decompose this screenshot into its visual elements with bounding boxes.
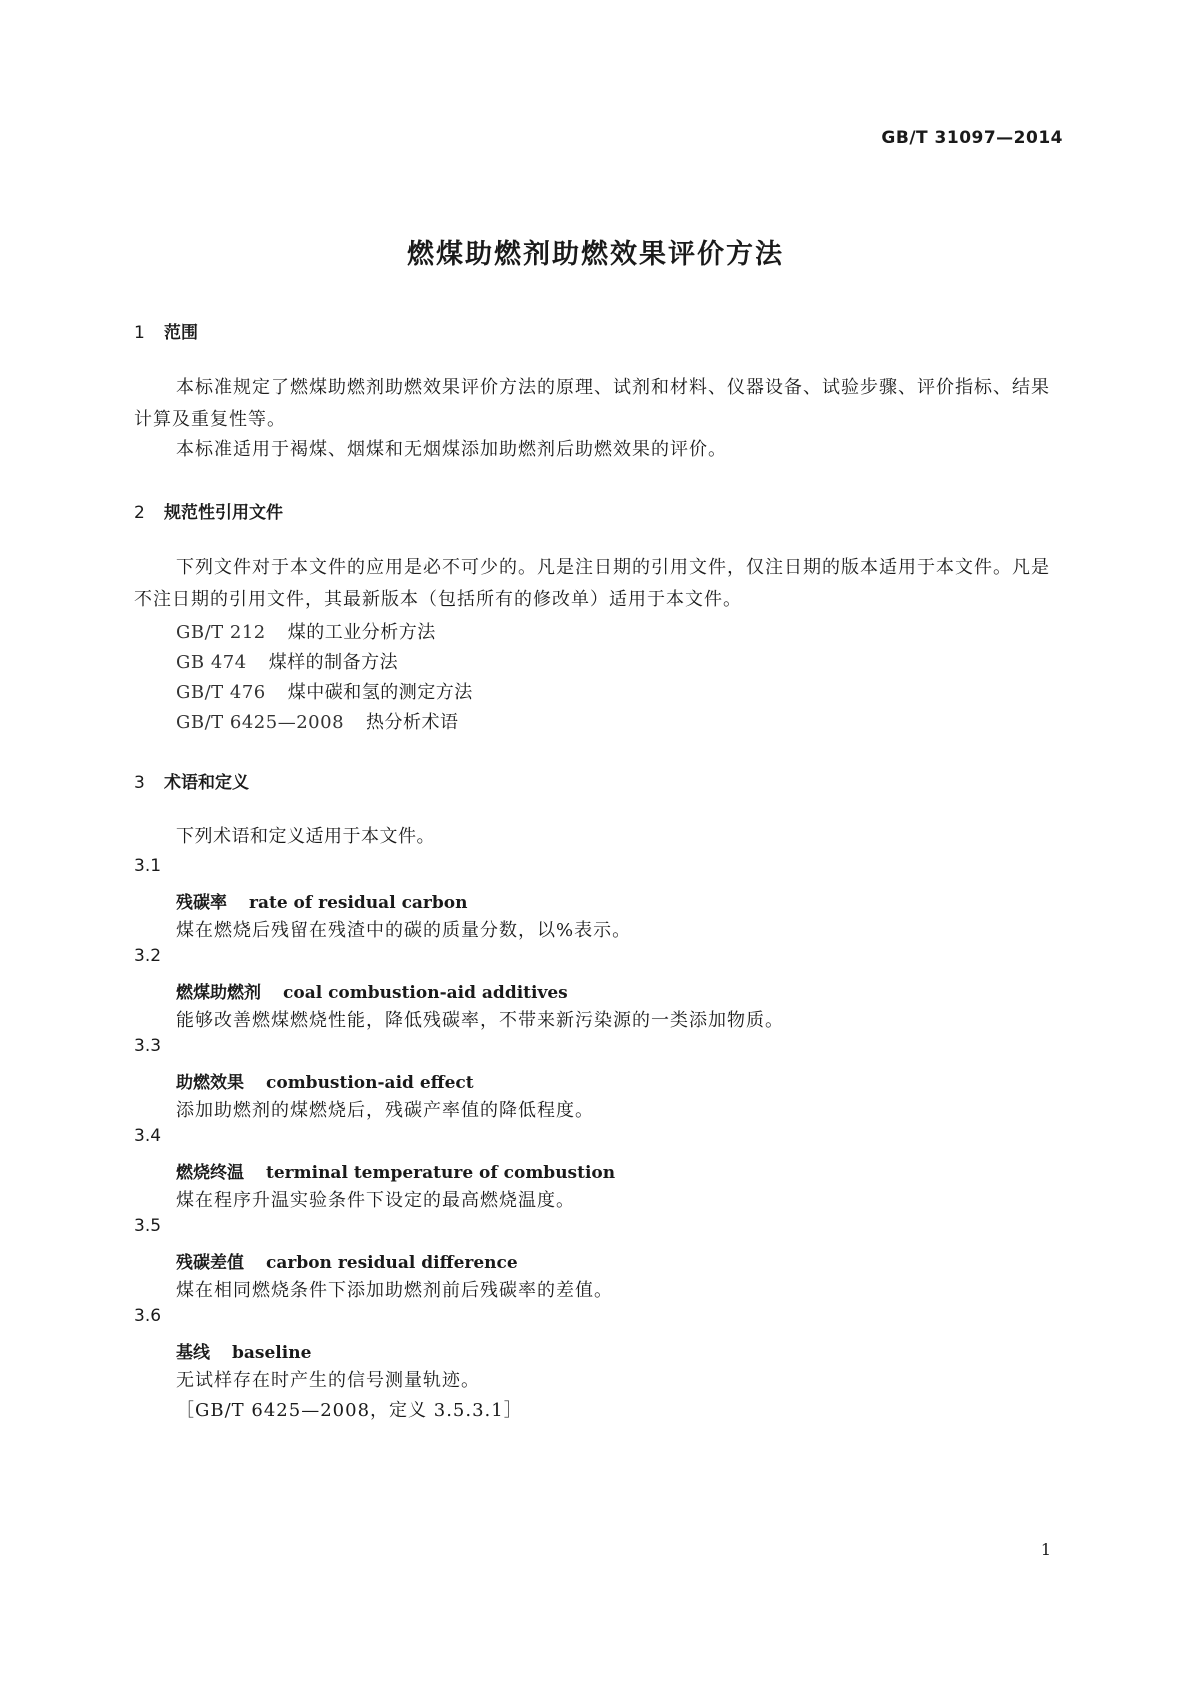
term-heading [176,1068,474,1093]
term-definition: 能够改善燃煤燃烧性能，降低残碳率，不带来新污染源的一类添加物质。 [176,1010,784,1031]
reference-name: 煤的工业分析方法 [287,622,436,643]
term-zh: 燃烧终温 [176,1163,244,1183]
term-number: 3.5 [134,1216,162,1236]
section-title: 范围 [164,323,198,343]
normative-reference [176,618,436,644]
section-2-paragraph-1: 下列文件对于本文件的应用是必不可少的。凡是注日期的引用文件，仅注日期的版本适用于本文件。凡是不注日期的引用文件，其最新版本（包括所有的修改单）适用于本文件。 [134,557,1050,610]
term-definition: 添加助燃剂的煤燃烧后，残碳产率值的降低程度。 [176,1100,594,1121]
normative-reference [176,708,459,734]
section-number: 2 [134,503,145,523]
reference-name: 煤中碳和氢的测定方法 [287,682,473,703]
section-3-intro: 下列术语和定义适用于本文件。 [176,826,435,847]
reference-name: 热分析术语 [366,712,459,733]
term-heading [176,978,568,1003]
term-heading [176,1248,518,1273]
term-zh: 残碳率 [176,893,227,913]
term-number: 3.3 [134,1036,162,1056]
section-1-paragraph-2: 本标准适用于褐煤、烟煤和无烟煤添加助燃剂后助燃效果的评价。 [176,439,727,460]
reference-name: 煤样的制备方法 [268,652,399,673]
term-number: 3.6 [134,1306,162,1326]
term-zh: 残碳差值 [176,1253,244,1273]
term-zh: 燃煤助燃剂 [176,983,261,1003]
term-number: 3.4 [134,1126,162,1146]
term-number: 3.2 [134,946,162,966]
term-en: baseline [232,1343,312,1363]
term-en: carbon residual difference [266,1253,518,1273]
term-zh: 助燃效果 [176,1073,244,1093]
term-definition: 煤在燃烧后残留在残渣中的碳的质量分数，以%表示。 [176,920,632,941]
term-heading [176,888,467,913]
term-source: ［GB/T 6425—2008，定义 3.5.3.1］ [176,1400,523,1421]
section-number: 1 [134,323,145,343]
section-3-heading [134,768,249,793]
term-definition: 煤在程序升温实验条件下设定的最高燃烧温度。 [176,1190,575,1211]
reference-code: GB/T 476 [176,682,266,703]
standard-code: GB/T 31097—2014 [881,128,1063,148]
reference-code: GB/T 212 [176,622,266,643]
reference-code: GB 474 [176,652,247,673]
page-number: 1 [1040,1540,1051,1559]
term-number: 3.1 [134,856,162,876]
term-definition: 煤在相同燃烧条件下添加助燃剂前后残碳率的差值。 [176,1280,613,1301]
term-en: rate of residual carbon [249,893,468,913]
term-heading [176,1338,311,1363]
section-1-paragraph-1: 本标准规定了燃煤助燃剂助燃效果评价方法的原理、试剂和材料、仪器设备、试验步骤、评价指标、结果计算及重复性等。 [134,377,1050,430]
section-title: 术语和定义 [164,773,249,793]
term-zh: 基线 [176,1343,210,1363]
section-title: 规范性引用文件 [164,503,283,523]
term-definition: 无试样存在时产生的信号测量轨迹。 [176,1370,480,1391]
reference-code: GB/T 6425—2008 [176,712,345,733]
term-heading [176,1158,615,1183]
section-number: 3 [134,773,145,793]
section-2-heading [134,498,283,523]
normative-reference [176,648,398,674]
section-1-heading [134,318,198,343]
term-en: terminal temperature of combustion [266,1163,616,1183]
term-en: combustion-aid effect [266,1073,474,1093]
document-title: 燃煤助燃剂助燃效果评价方法 [407,239,784,270]
term-en: coal combustion-aid additives [283,983,568,1003]
normative-reference [176,678,473,704]
